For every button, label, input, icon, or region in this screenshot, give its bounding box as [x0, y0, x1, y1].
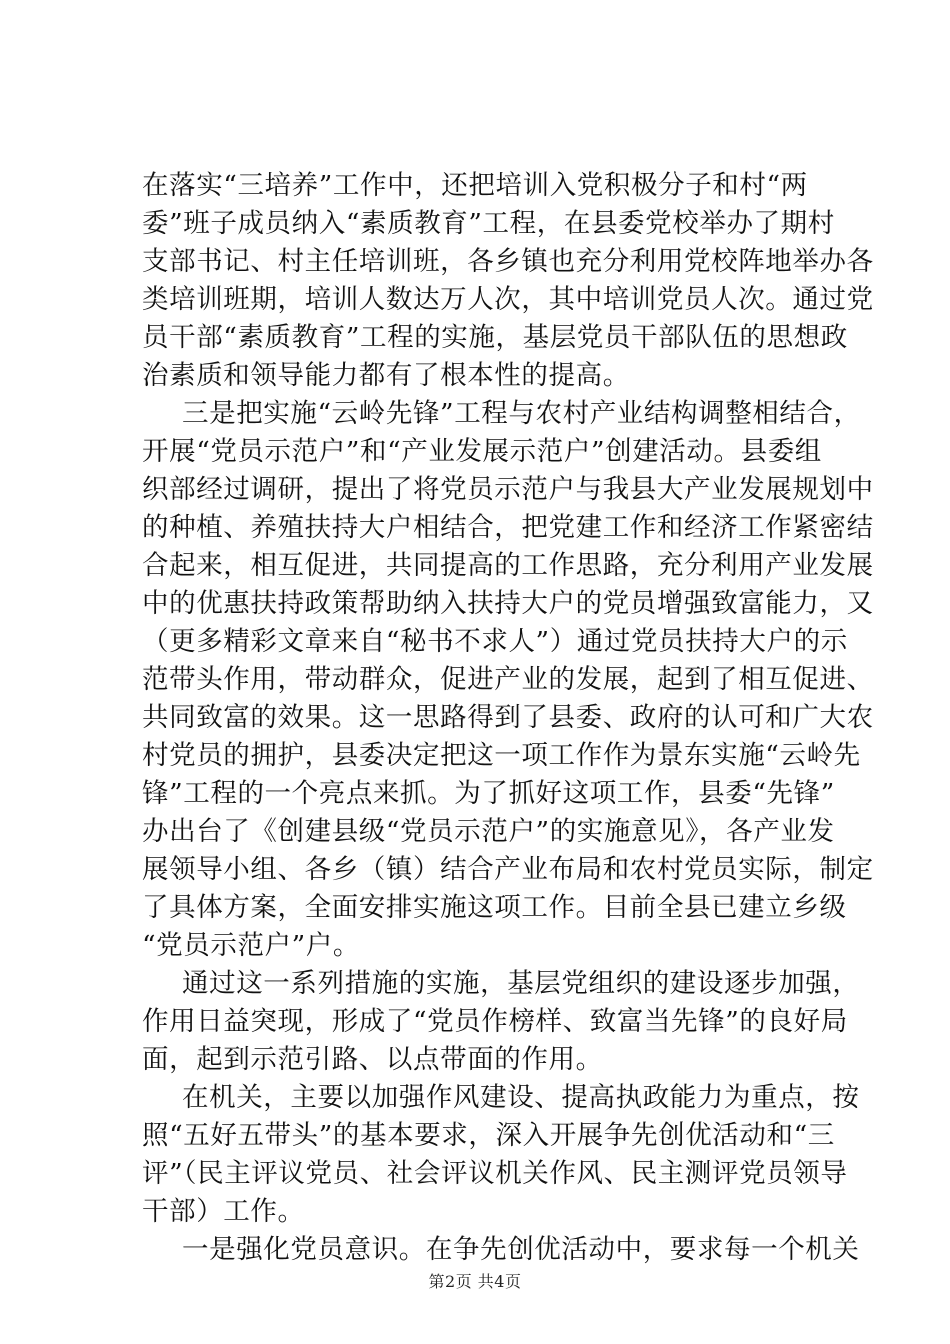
text-line: 评”（民主评议党员、社会评议机关作风、民主测评党员领导	[142, 1158, 848, 1189]
text-line: 开展“党员示范户”和“产业发展示范户”创建活动。县委组	[142, 436, 822, 467]
paragraph-start-line: 一是强化党员意识。在争先创优活动中，要求每一个机关	[182, 1234, 860, 1265]
text-line: 织部经过调研，提出了将党员示范户与我县大产业发展规划中	[142, 474, 874, 505]
text-line: 支部书记、村主任培训班，各乡镇也充分利用党校阵地举办各	[142, 246, 874, 277]
paragraph-start-line: 通过这一系列措施的实施，基层党组织的建设逐步加强，	[182, 968, 860, 999]
text-line: 员干部“素质教育”工程的实施，基层党员干部队伍的思想政	[142, 322, 848, 353]
text-line: 了具体方案，全面安排实施这项工作。目前全县已建立乡级	[142, 892, 847, 923]
text-line: 委”班子成员纳入“素质教育”工程，在县委党校举办了期村	[142, 208, 835, 239]
text-line: 作用日益突现，形成了“党员作榜样、致富当先锋”的良好局	[142, 1006, 848, 1037]
text-line: 村党员的拥护，县委决定把这一项工作作为景东实施“云岭先	[142, 740, 861, 771]
text-line: 展领导小组、各乡（镇）结合产业布局和农村党员实际，制定	[142, 854, 874, 885]
text-line: 在落实“三培养”工作中，还把培训入党积极分子和村“两	[142, 170, 808, 201]
text-line: 办出台了《创建县级“党员示范户”的实施意见》，各产业发	[142, 816, 835, 847]
text-line: （更多精彩文章来自“秘书不求人”）通过党员扶持大户的示	[142, 626, 848, 657]
paragraph-start-line: 在机关，主要以加强作风建设、提高执政能力为重点，按	[182, 1082, 860, 1113]
text-line: 照“五好五带头”的基本要求，深入开展争先创优活动和“三	[142, 1120, 835, 1151]
paragraph-start-line: 三是把实施“云岭先锋”工程与农村产业结构调整相结合，	[182, 398, 861, 429]
text-line: 治素质和领导能力都有了根本性的提高。	[142, 360, 630, 391]
text-line: 共同致富的效果。这一思路得到了县委、政府的认可和广大农	[142, 702, 874, 733]
text-line: 干部）工作。	[142, 1196, 305, 1227]
text-line: 锋”工程的一个亮点来抓。为了抓好这项工作，县委“先锋”	[142, 778, 835, 809]
text-line: 范带头作用，带动群众，促进产业的发展，起到了相互促进、	[142, 664, 874, 695]
text-line: 合起来，相互促进，共同提高的工作思路，充分利用产业发展	[142, 550, 874, 581]
text-line: 类培训班期，培训人数达万人次，其中培训党员人次。通过党	[142, 284, 874, 315]
text-line: 中的优惠扶持政策帮助纳入扶持大户的党员增强致富能力，又	[142, 588, 874, 619]
text-line: 的种植、养殖扶持大户相结合，把党建工作和经济工作紧密结	[142, 512, 874, 543]
text-line: “党员示范户”户。	[142, 930, 360, 961]
text-line: 面，起到示范引路、以点带面的作用。	[142, 1044, 603, 1075]
page-number-footer: 第2页 共4页	[428, 1272, 522, 1291]
